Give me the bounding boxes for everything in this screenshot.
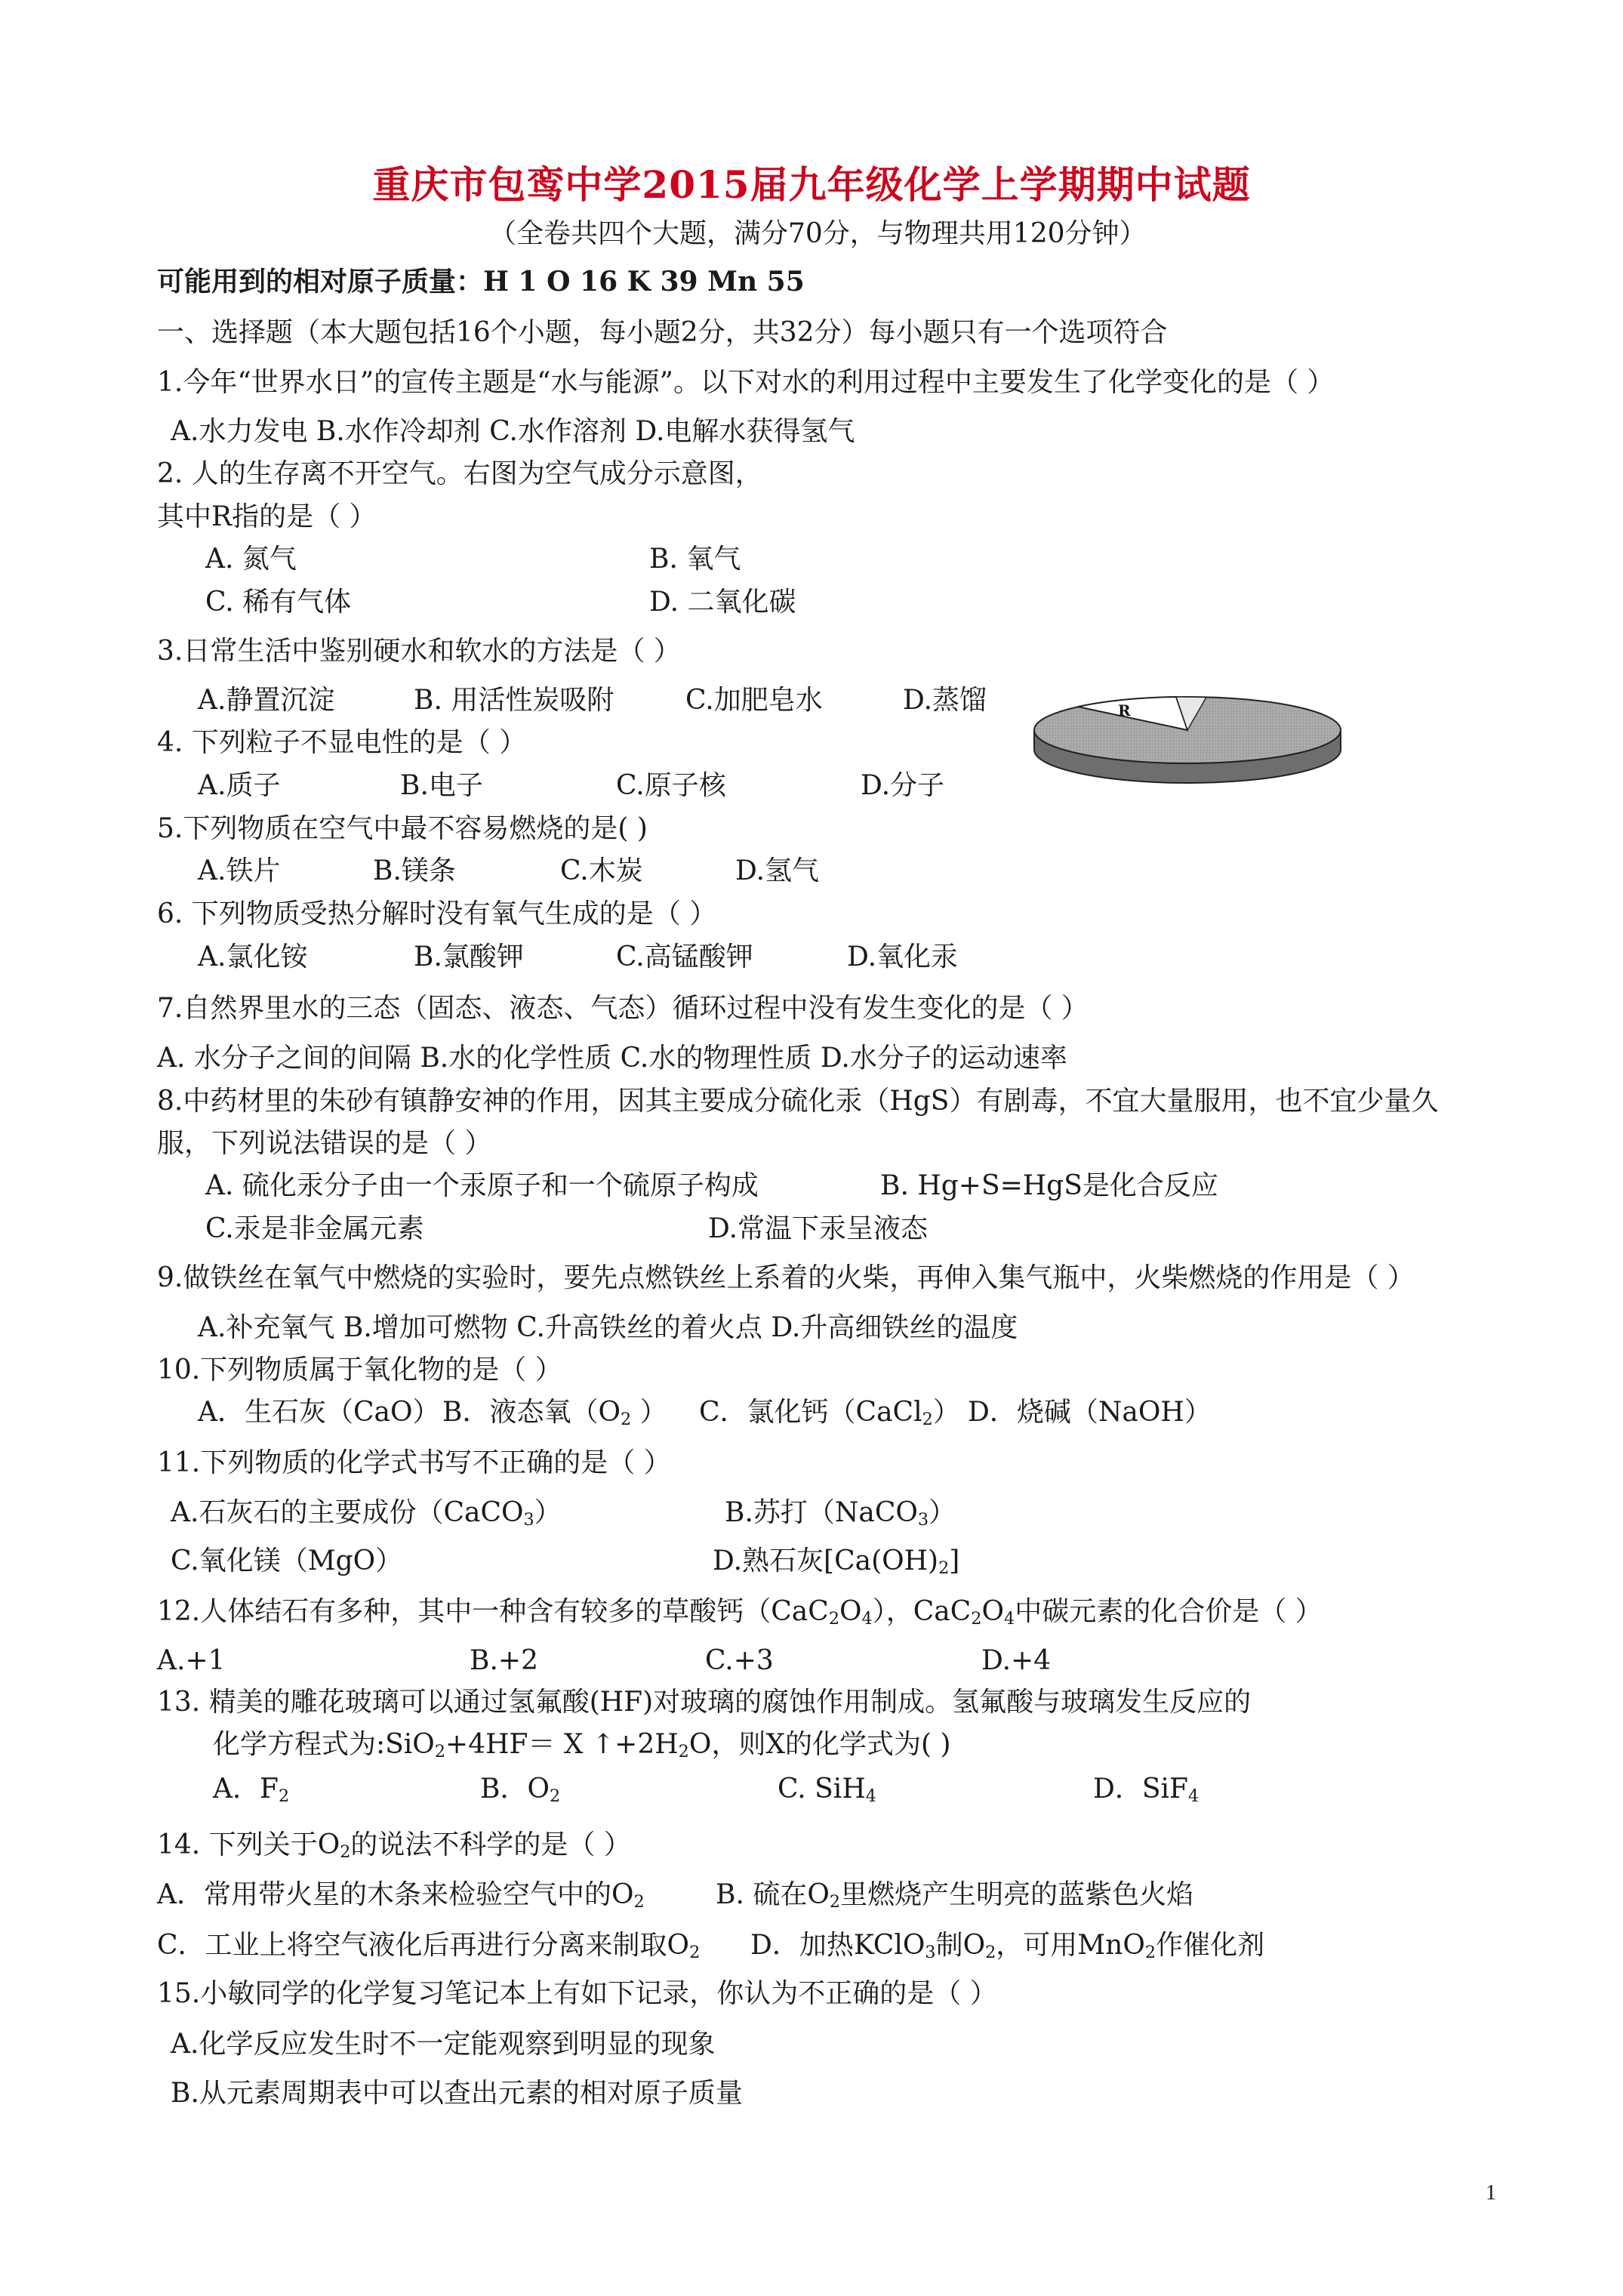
question-6-option-c: C.高锰酸钾 — [616, 942, 753, 972]
question-3-stem: 3.日常生活中鉴别硬水和软水的方法是（ ） — [157, 636, 681, 667]
question-2-option-c: C. 稀有气体 — [205, 587, 352, 618]
question-3-option-d: D.蒸馏 — [903, 685, 987, 716]
question-12-option-b: B.+2 — [470, 1645, 538, 1676]
question-7-options: A. 水分子之间的间隔 B.水的化学性质 C.水的物理性质 D.水分子的运动速率 — [157, 1043, 1067, 1074]
question-4-option-d: D.分子 — [861, 770, 945, 801]
question-5-option-c: C.木炭 — [560, 855, 643, 886]
section-heading: 一、选择题（本大题包括16个小题，每小题2分，共32分）每小题只有一个选项符合 — [157, 317, 1168, 348]
question-5-option-d: D.氢气 — [735, 855, 820, 886]
question-9-options: A.补充氧气 B.增加可燃物 C.升高铁丝的着火点 D.升高细铁丝的温度 — [198, 1312, 1018, 1343]
question-11-stem: 11.下列物质的化学式书写不正确的是（ ） — [157, 1447, 671, 1478]
question-13-option-c: C. SiH$_4$ — [778, 1774, 876, 1806]
question-14-stem: 14. 下列关于$O_2$的说法不科学的是（ ） — [157, 1829, 631, 1862]
question-11-option-b: B.苏打（NaCO$_3$） — [725, 1497, 956, 1530]
page-title: 重庆市包鸾中学2015届九年级化学上学期期中试题 — [372, 162, 1251, 207]
question-11-option-c: C.氧化镁（MgO） — [171, 1546, 403, 1576]
question-13-option-b: B．$O_2$ — [480, 1774, 561, 1806]
question-10-option-a: A．生石灰（CaO） — [198, 1397, 440, 1428]
question-4-option-b: B.电子 — [400, 770, 483, 801]
question-2-option-d: D. 二氧化碳 — [649, 587, 796, 618]
question-2-option-a: A. 氮气 — [205, 544, 297, 575]
atomic-masses: 可能用到的相对原子质量：H 1 O 16 K 39 Mn 55 — [157, 266, 805, 297]
pie-chart-svg — [1025, 683, 1350, 797]
question-15-option-b: B.从元素周期表中可以查出元素的相对原子质量 — [171, 2078, 743, 2109]
question-8-stem-cont: 服，下列说法错误的是（ ） — [157, 1128, 492, 1159]
question-12-option-a: A.+1 — [157, 1645, 226, 1676]
question-12-stem: 12.人体结石有多种，其中一种含有较多的草酸钙$(CaC_2O_4)$，$CaC_2O_4$中碳元素的化合价是（ ） — [157, 1596, 1323, 1629]
question-11-option-d: D.熟石灰$[Ca(OH)_2]$ — [713, 1546, 960, 1578]
question-13-stem: 13. 精美的雕花玻璃可以通过氢氟酸(HF)对玻璃的腐蚀作用制成。氢氟酸与玻璃发生反应的 — [157, 1687, 1252, 1718]
question-4-option-a: A.质子 — [198, 770, 281, 801]
exam-subtitle: （全卷共四个大题，满分70分，与物理共用120分钟） — [489, 218, 1147, 249]
question-14-option-c: C．工业上将空气液化后再进行分离来制取$O_2$ — [157, 1930, 701, 1962]
question-3-option-b: B. 用活性炭吸附 — [414, 685, 614, 716]
question-6-stem: 6. 下列物质受热分解时没有氧气生成的是（ ） — [157, 898, 717, 929]
question-8-option-a: A. 硫化汞分子由一个汞原子和一个硫原子构成 — [205, 1170, 759, 1201]
question-3-option-a: A.静置沉淀 — [198, 685, 335, 716]
question-13-option-d: D．SiF$_4$ — [1093, 1774, 1200, 1806]
question-6-option-a: A.氯化铵 — [198, 942, 308, 972]
question-13-option-a: A．$F_2$ — [213, 1774, 290, 1806]
question-15-option-a: A.化学反应发生时不一定能观察到明显的现象 — [171, 2029, 716, 2060]
question-12-option-d: D.+4 — [981, 1645, 1052, 1676]
question-3-option-c: C.加肥皂水 — [685, 685, 823, 716]
question-4-stem: 4. 下列粒子不显电性的是（ ） — [157, 727, 527, 758]
question-6-option-d: D.氧化汞 — [847, 942, 959, 972]
question-15-stem: 15.小敏同学的化学复习笔记本上有如下记录，你认为不正确的是（ ） — [157, 1978, 997, 2009]
question-8-option-b: B. Hg+S=HgS是化合反应 — [880, 1170, 1218, 1201]
question-7-stem: 7.自然界里水的三态（固态、液态、气态）循环过程中没有发生变化的是（ ） — [157, 993, 1089, 1024]
question-10-stem: 10.下列物质属于氧化物的是（ ） — [157, 1354, 562, 1385]
question-10-option-c: C．氯化钙（CaCl$_2$） — [699, 1397, 960, 1429]
question-11-option-a: A.石灰石的主要成份（CaCO$_3$） — [171, 1497, 562, 1530]
question-10-option-b: B．液态氧（$O_2$ ） — [442, 1397, 667, 1429]
question-9-stem: 9.做铁丝在氧气中燃烧的实验时，要先点燃铁丝上系着的火柴，再伸入集气瓶中，火柴燃烧的作用是（ ） — [157, 1262, 1415, 1293]
question-8-stem: 8.中药材里的朱砂有镇静安神的作用，因其主要成分硫化汞（HgS）有剧毒，不宜大量服用，也不宜少量久 — [157, 1086, 1439, 1117]
question-10-option-d: D．烧碱（NaOH） — [968, 1397, 1212, 1428]
question-1-stem: 1.今年“世界水日”的宣传主题是“水与能源”。以下对水的利用过程中主要发生了化学变化的是（ ） — [157, 367, 1335, 398]
question-6-option-b: B.氯酸钾 — [414, 942, 524, 972]
question-5-option-b: B.镁条 — [373, 855, 456, 886]
air-composition-pie-figure — [1025, 683, 1350, 797]
question-14-option-b: B. 硫在$O_2$里燃烧产生明亮的蓝紫色火焰 — [716, 1879, 1194, 1912]
question-12-option-c: C.+3 — [705, 1645, 774, 1676]
question-1-options: A.水力发电 B.水作冷却剂 C.水作溶剂 D.电解水获得氢气 — [171, 416, 855, 447]
question-8-option-d: D.常温下汞呈液态 — [708, 1213, 929, 1244]
question-14-option-a: A．常用带火星的木条来检验空气中的$O_2$ — [157, 1879, 645, 1912]
question-4-option-c: C.原子核 — [616, 770, 726, 801]
question-2-option-b: B. 氧气 — [649, 544, 741, 575]
question-13-stem-cont: 化学方程式为:SiO$_2$+4HF＝ X $↑+2H_2O$，则X的化学式为( ) — [213, 1729, 951, 1761]
question-5-option-a: A.铁片 — [198, 855, 281, 886]
question-5-stem: 5.下列物质在空气中最不容易燃烧的是( ) — [157, 813, 648, 844]
pie-label-r: R — [1118, 701, 1131, 720]
question-2-stem: 2. 人的生存离不开空气。右图为空气成分示意图， — [157, 458, 762, 489]
question-2-stem-cont: 其中R指的是（ ） — [157, 501, 377, 532]
question-8-option-c: C.汞是非金属元素 — [205, 1213, 424, 1244]
question-14-option-d: D．加热KClO$_3$制$O_2$，可用MnO$_2$作催化剂 — [750, 1930, 1265, 1962]
page-number: 1 — [1486, 2181, 1496, 2205]
